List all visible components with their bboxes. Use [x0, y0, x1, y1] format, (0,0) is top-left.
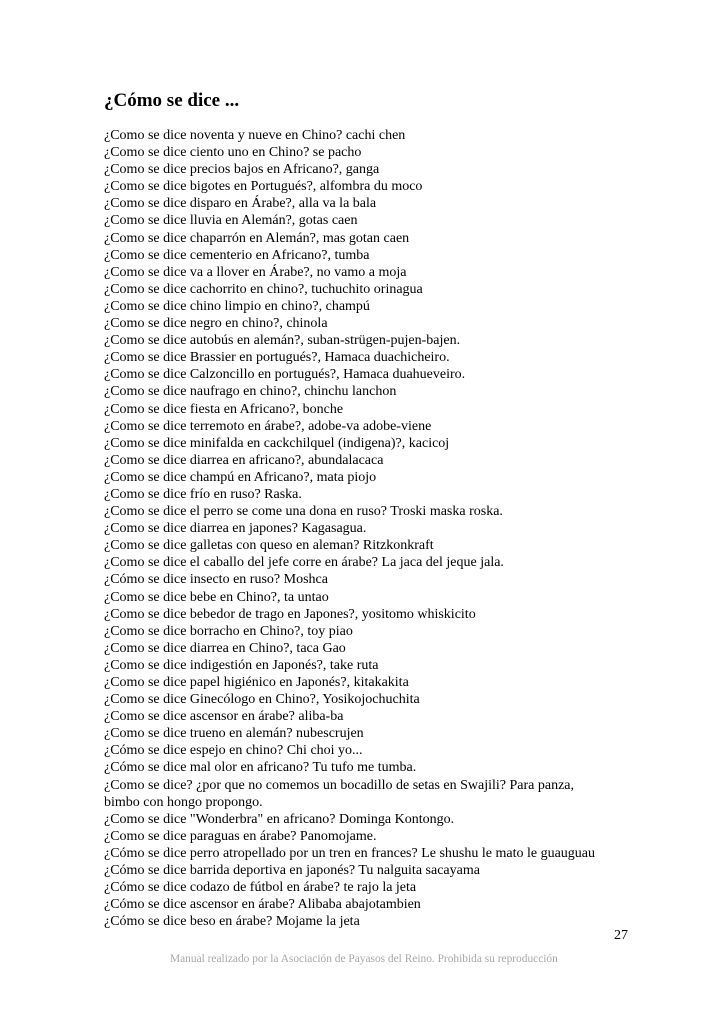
page-title: ¿Cómo se dice ...: [104, 90, 240, 111]
text-line: ¿Como se dice bebe en Chino?, ta untao: [104, 589, 329, 605]
text-line: ¿Cómo se dice insecto en ruso? Moshca: [104, 572, 328, 588]
text-line: ¿Como se dice frío en ruso? Raska.: [104, 486, 302, 502]
text-line: ¿Como se dice va a llover en Árabe?, no vamo a moja: [104, 264, 407, 280]
text-line: ¿Como se dice fiesta en Africano?, bonche: [104, 401, 344, 417]
text-line: ¿Como se dice galletas con queso en aleman? Ritzkonkraft: [104, 538, 434, 554]
footer-note: Manual realizado por la Asociación de Payasos del Reino. Prohibida su reproducción: [170, 953, 558, 965]
text-line: ¿Como se dice cachorrito en chino?, tuchuchito orinagua: [104, 281, 423, 297]
text-line: ¿Como se dice minifalda en cackchilquel (indigena)?, kacicoj: [104, 435, 450, 451]
text-line: ¿Como se dice ascensor en árabe? aliba-ba: [104, 709, 344, 725]
text-line: ¿Cómo se dice beso en árabe? Mojame la jeta: [104, 914, 360, 930]
text-line: ¿Como se dice Calzoncillo en portugués?, Hamaca duahueveiro.: [104, 367, 466, 383]
text-line: ¿Como se dice naufrago en chino?, chinchu lanchon: [104, 384, 397, 400]
text-line: ¿Cómo se dice barrida deportiva en japonés? Tu nalguita sacayama: [104, 863, 480, 879]
text-line: ¿Cómo se dice perro atropellado por un tren en frances? Le shushu le mato le guauguau: [104, 845, 595, 861]
text-line: ¿Como se dice disparo en Árabe?, alla va la bala: [104, 196, 377, 212]
text-line: ¿Como se dice papel higiénico en Japonés?, kitakakita: [104, 675, 409, 690]
text-line: ¿Como se dice borracho en Chino?, toy piao: [104, 623, 353, 639]
text-line: ¿Como se dice negro en chino?, chinola: [104, 316, 328, 332]
joke-list: [104, 127, 632, 930]
text-line: ¿Como se dice precios bajos en Africano?, ganga: [104, 162, 380, 178]
text-line: ¿Cómo se dice codazo de fútbol en árabe? te rajo la jeta: [104, 880, 417, 896]
text-line: ¿Como se dice indigestión en Japonés?, take ruta: [104, 657, 379, 673]
text-line: ¿Como se dice bigotes en Portugués?, alfombra du moco: [104, 179, 423, 195]
text-line: ¿Como se dice autobús en alemán?, suban-strügen-pujen-bajen.: [104, 333, 461, 349]
text-line: ¿Como se dice lluvia en Alemán?, gotas caen: [104, 213, 358, 229]
text-line: ¿Cómo se dice espejo en chino? Chi choi yo...: [104, 743, 363, 759]
text-line: ¿Como se dice el caballo del jefe corre en árabe? La jaca del jeque jala.: [104, 555, 504, 571]
text-line: ¿Como se dice "Wonderbra" en africano? Dominga Kontongo.: [104, 811, 455, 827]
text-line: bimbo con hongo propongo.: [104, 794, 263, 810]
text-line: ¿Como se dice paraguas en árabe? Panomojame.: [104, 828, 377, 844]
text-line: ¿Como se dice diarrea en africano?, abundalacaca: [104, 452, 384, 468]
text-line: ¿Como se dice chino limpio en chino?, champú: [104, 298, 370, 314]
text-line: ¿Como se dice bebedor de trago en Japones?, yositomo whiskicito: [104, 606, 476, 622]
text-line: ¿Como se dice Ginecólogo en Chino?, Yosikojochuchita: [104, 692, 420, 708]
text-line: ¿Como se dice trueno en alemán? nubescrujen: [104, 726, 364, 742]
text-line: ¿Cómo se dice mal olor en africano? Tu tufo me tumba.: [104, 760, 417, 776]
text-line: ¿Como se dice chaparrón en Alemán?, mas gotan caen: [104, 230, 410, 246]
text-line: ¿Como se dice Brassier en portugués?, Hamaca duachicheiro.: [104, 350, 450, 366]
text-line: ¿Como se dice noventa y nueve en Chino? cachi chen: [104, 128, 406, 143]
text-line: ¿Como se dice? ¿por que no comemos un bocadillo de setas en Swajili? Para panza,: [104, 777, 575, 793]
text-line: ¿Como se dice terremoto en árabe?, adobe-va adobe-viene: [104, 418, 432, 434]
text-line: ¿Como se dice diarrea en japones? Kagasagua.: [104, 521, 367, 537]
text-line: ¿Como se dice ciento uno en Chino? se pacho: [104, 145, 362, 161]
text-line: ¿Como se dice cementerio en Africano?, tumba: [104, 247, 370, 263]
text-line: ¿Como se dice el perro se come una dona en ruso? Troski maska roska.: [104, 504, 503, 520]
text-line: ¿Como se dice champú en Africano?, mata piojo: [104, 469, 377, 485]
page-number: 27: [614, 928, 628, 943]
text-line: ¿Como se dice diarrea en Chino?, taca Gao: [104, 640, 346, 656]
text-line: ¿Cómo se dice ascensor en árabe? Alibaba abajotambien: [104, 897, 421, 913]
